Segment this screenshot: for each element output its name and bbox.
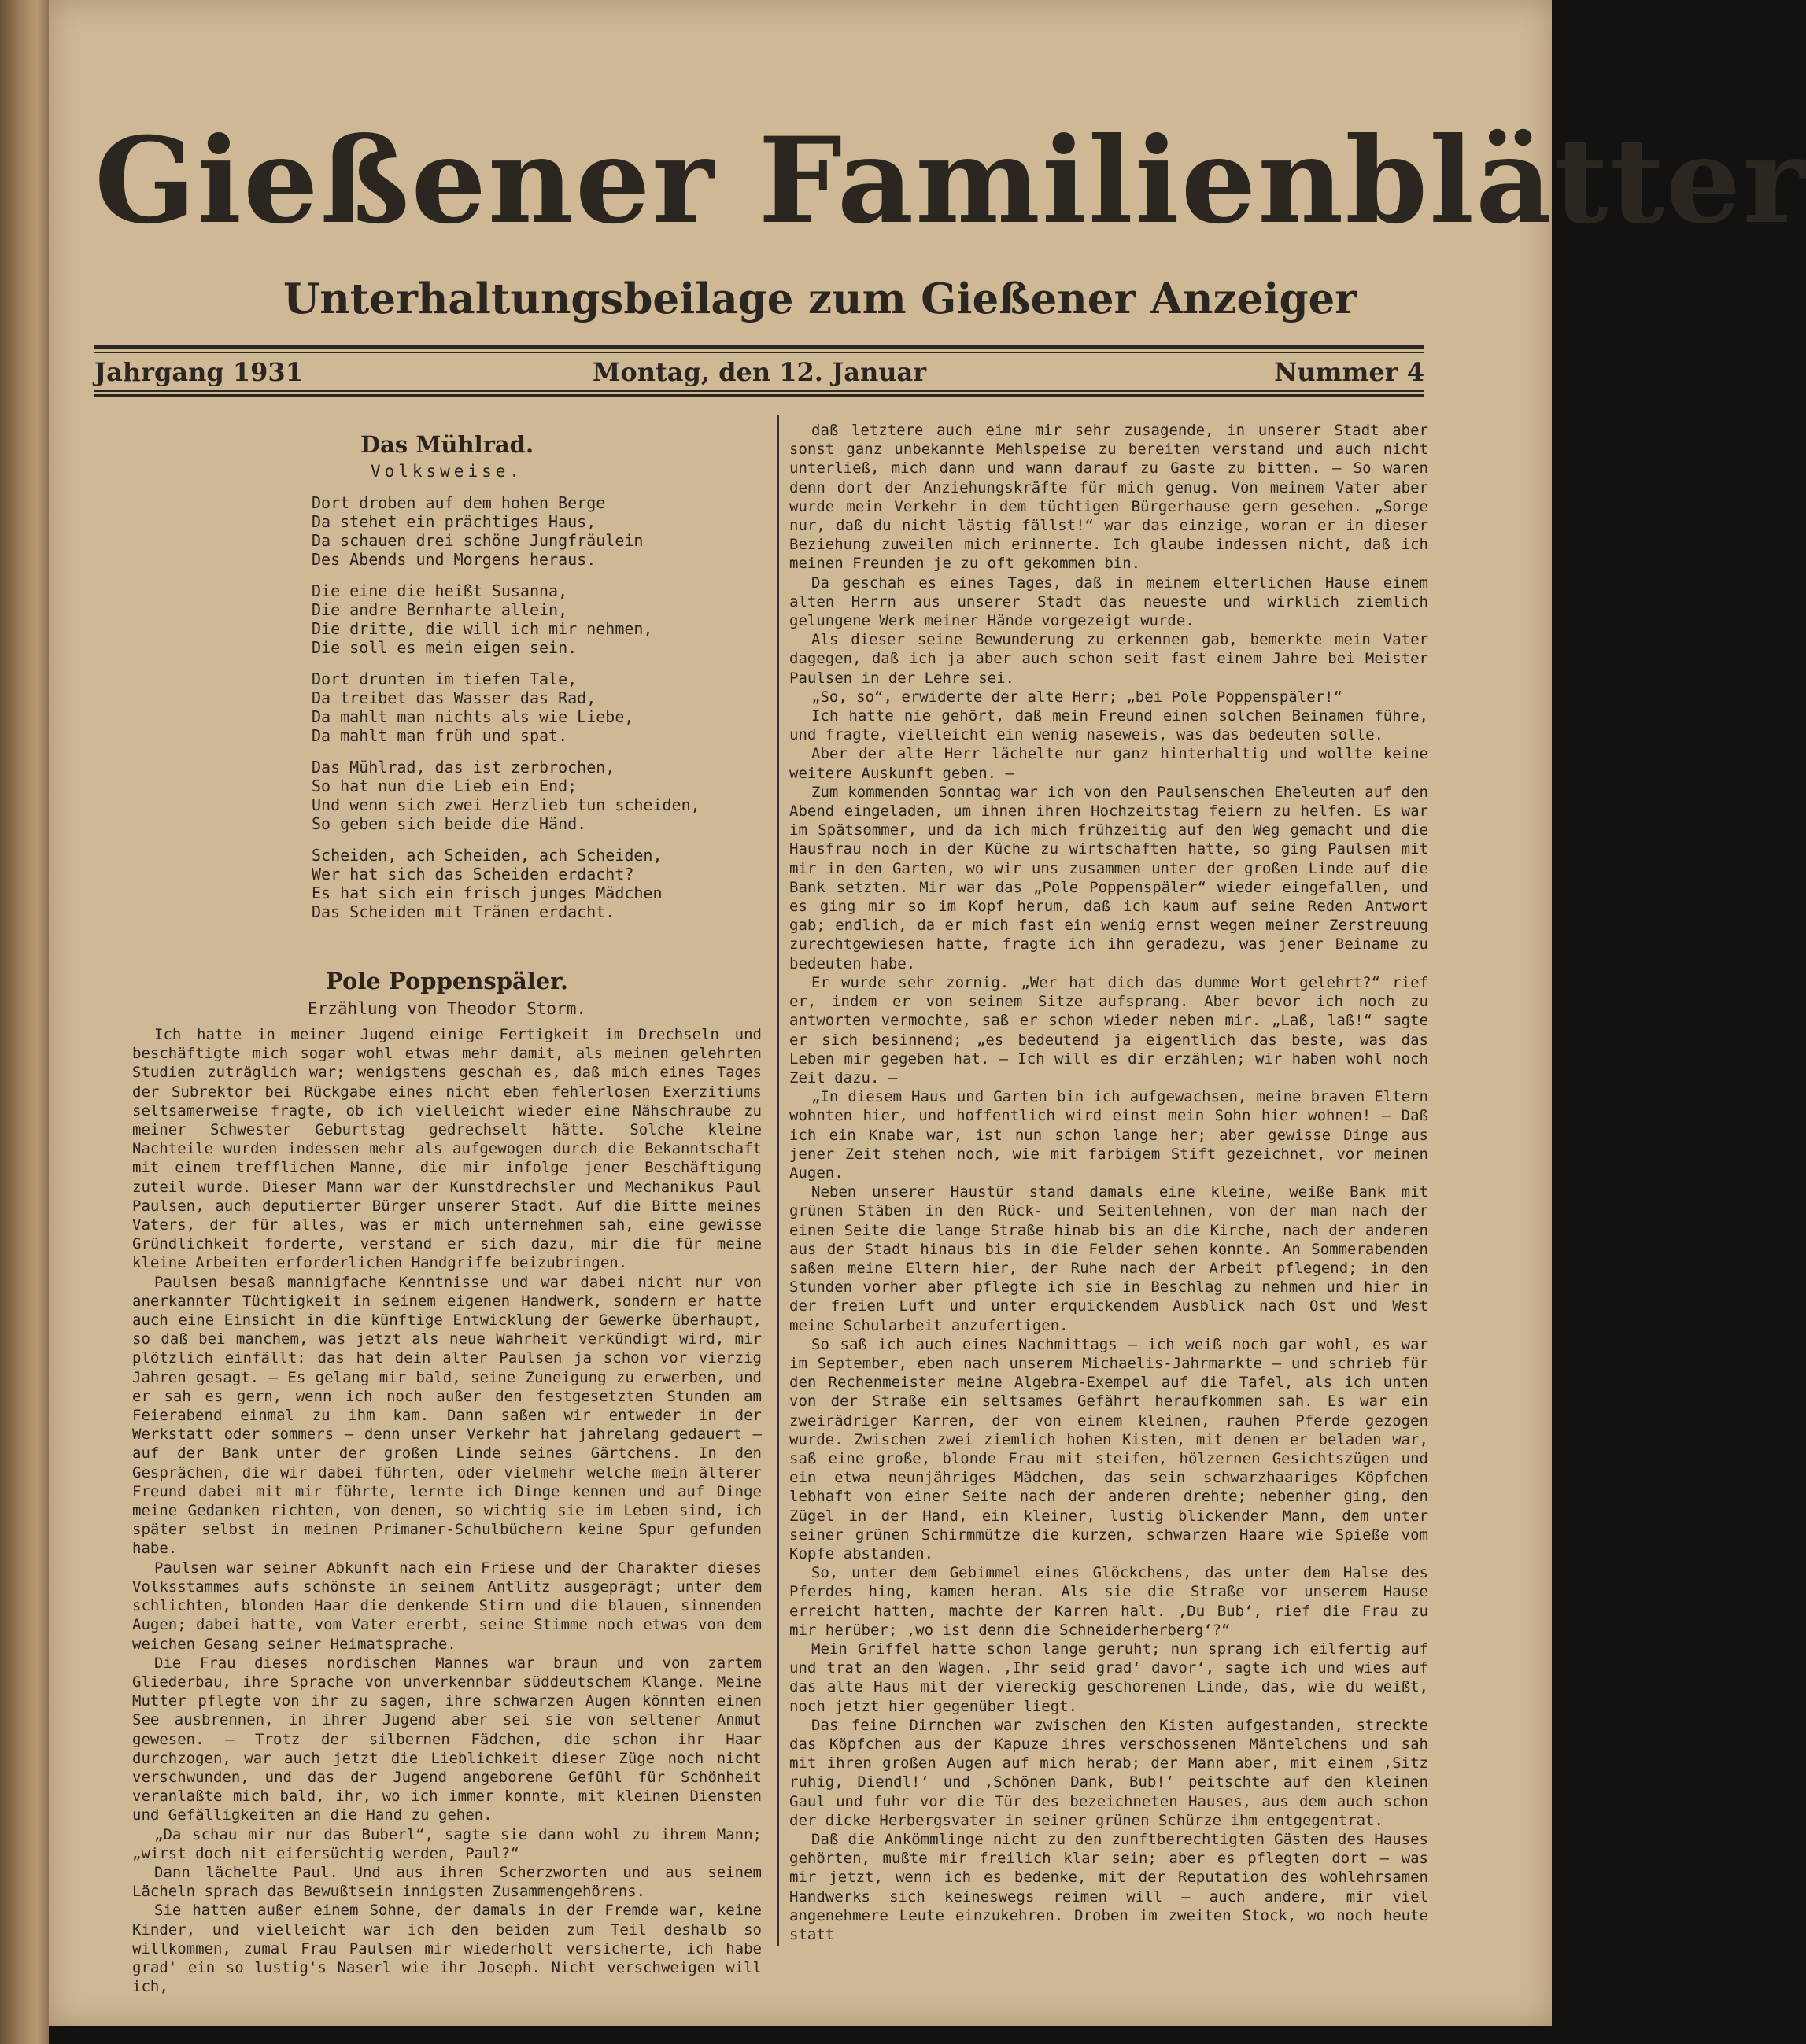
story-paragraph: Er wurde sehr zornig. „Wer hat dich das dumme Wort gelehrt?“ rief er, indem er von seinem Sitze aufsprang. Aber bevor ich noch zu antworten vermochte, saß er schon wieder neben mir. „Laß, laß!“ sagte er sich besinnend; „es bedeutend ja eigentlich das beste, was das Leben mir gegeben hat. — Ich will es dir erzählen; wir haben wohl noch Zeit dazu. — — [789, 973, 1428, 1087]
poem-stanza — [312, 846, 762, 921]
right-column — [789, 421, 1428, 1943]
poem-line: Die soll es mein eigen sein. — [312, 638, 578, 657]
volume-year: Jahrgang 1931 — [94, 357, 303, 387]
story-paragraph: daß letztere auch eine mir sehr zusagende, in unserer Stadt aber sonst ganz unbekannte Mehlspeise zu bereiten verstand und auch nicht unterließ, mich dann und wann darauf zu Gaste zu bitten. — So waren denn dort der Anziehungskräfte für mich genug. Von meinem Vater aber wurde mein Verkehr in dem tüchtigen Bürgerhause gern gesehen. „Sorge nur, daß du nicht lästig fällst!“ war das einzige, woran er in dieser Beziehung zuweilen mich erinnerte. Ich glaube indessen nicht, daß ich meinen Freunden je zu oft gekommen bin. — [789, 422, 1428, 573]
story-paragraph: Paulsen war seiner Abkunft nach ein Friese und der Charakter dieses Volksstammes aufs schönste in seinem Antlitz ausgeprägt; unter dem schlichten, blonden Haar die denkende Stirn und die blauen, sinnenden Augen; dabei hatte, vom Vater ererbt, seine Stimme noch etwas von dem weichen Gesang seiner Heimatsprache. — [132, 1559, 762, 1653]
poem-line: So hat nun die Lieb ein End; — [312, 777, 578, 795]
header-rule — [94, 394, 1424, 397]
story-paragraph: Dann lächelte Paul. Und aus ihren Scherzworten und aus seinem Lächeln sprach das Bewußtsein innigsten Zusammengehörens. — [132, 1863, 762, 1901]
story-paragraph: „In diesem Haus und Garten bin ich aufgewachsen, meine braven Eltern wohnten hier, und hoffentlich wird einst mein Sohn hier wohnen! — Daß ich ein Knabe war, ist nun schon lange her; aber gewisse Dinge aus jener Zeit stehen noch, wie mit farbigem Stift gezeichnet, vor meinen Augen. — [789, 1088, 1428, 1182]
issue-number: Nummer 4 — [1274, 357, 1424, 387]
poem-subtitle: Volksweise. — [370, 462, 524, 481]
story-paragraph: Aber der alte Herr lächelte nur ganz hinterhaltig und wollte keine weitere Auskunft geben. — — [789, 745, 1428, 782]
header-rule — [94, 352, 1424, 353]
story-paragraph: „So, so“, erwiderte der alte Herr; „bei Pole Poppenspäler!“ — [811, 688, 1342, 706]
poem-body — [312, 493, 762, 921]
poem-title: Das Mühlrad. — [360, 431, 534, 458]
poem-line: Dort droben auf dem hohen Berge — [312, 493, 606, 512]
story-title: Pole Poppenspäler. — [326, 968, 568, 994]
header-rule — [94, 345, 1424, 349]
story-paragraph: So, unter dem Gebimmel eines Glöckchens, das unter dem Halse des Pferdes hing, kamen heran. Als sie die Straße vor unserem Hause erreicht hatten, machte der Karren halt. ‚Du Bub‘, rief die Frau zu mir herüber; ‚wo ist denn die Schneiderherberg‘?“ — [789, 1564, 1428, 1639]
poem-stanza — [312, 581, 762, 657]
column-divider — [777, 415, 779, 1946]
poem-line: Das Scheiden mit Tränen erdacht. — [312, 902, 615, 921]
poem-line: Das Mühlrad, das ist zerbrochen, — [312, 758, 615, 777]
story-paragraph: Neben unserer Haustür stand damals eine kleine, weiße Bank mit grünen Stäben in den Rück- und Seitenlehnen, von der man nach der einen Seite die lange Straße hinab bis an die Kirche, nach der anderen aus der Stadt hinaus bis in die Felder sehen konnte. An Sommerabenden saßen meine Eltern hier, der Ruhe nach der Arbeit pflegend; in den Stunden vorher aber pflegte ich sie in Beschlag zu nehmen und hier in der freien Luft und unter erquickendem Ausblick nach Ost und West meine Schularbeit anzufertigen. — [789, 1183, 1428, 1334]
poem-stanza — [312, 758, 762, 833]
poem-line: Die dritte, die will ich mir nehmen, — [312, 619, 653, 638]
left-column — [132, 421, 762, 1996]
masthead-subtitle: Unterhaltungsbeilage zum Gießener Anzeiger — [283, 275, 1357, 323]
story-paragraph: Daß die Ankömmlinge nicht zu den zunftberechtigten Gästen des Hauses gehörten, mußte mir freilich klar sein; aber es pflegten dort — was mir jetzt, wenn ich es bedenke, mit der Reputation des wohlehrsamen Handwerks sich keineswegs reimen will — auch andere, mir viel angenehmere Leute einzukehren. Droben im zweiten Stock, wo noch heute statt — [789, 1831, 1428, 1944]
story-paragraph: Sie hatten außer einem Sohne, der damals in der Fremde war, keine Kinder, und vielleicht war ich den beiden zum Teil deshalb so willkommen, zumal Frau Paulsen mir wiederholt versicherte, ich habe grad' ein so lustig's Naserl wie ihr Joseph. Nicht verschweigen will ich, — [132, 1902, 762, 1996]
poem-stanza — [312, 670, 762, 745]
story-paragraph: „Da schau mir nur das Buberl“, sagte sie dann wohl zu ihrem Mann; „wirst doch nit eifersüchtig werden, Paul?“ — [132, 1825, 762, 1862]
dateline — [94, 356, 1424, 389]
poem-line: Es hat sich ein frisch junges Mädchen — [312, 884, 663, 902]
poem-line: So geben sich beide die Händ. — [312, 814, 587, 833]
story-paragraph: Ich hatte in meiner Jugend einige Fertigkeit im Drechseln und beschäftigte mich sogar wohl etwas mehr damit, als meinen gelehrten Studien zuträglich war; wenigstens geschah es, daß mich eines Tages der Subrektor bei Rückgabe eines nicht eben fehlerlosen Exerzitiums seltsamerweise fragte, ob ich vielleicht wieder eine Nähschraube zu meiner Schwester Geburtstag gedrechselt hätte. Solche kleine Nachteile wurden indessen mehr als aufgewogen durch die Bekanntschaft mit einem trefflichen Manne, die mir infolge jener Beschäftigung zuteil wurde. Dieser Mann war der Kunstdrechsler und Mechanikus Paul Paulsen, auch deputierter Bürger unserer Stadt. Auf die Bitte meines Vaters, der für alles, was er mich unternehmen sah, eine gewisse Gründlichkeit forderte, verstand er sich dazu, mir die für meine kleine Arbeiten erforderlichen Handgriffe beizubringen. — [132, 1026, 762, 1272]
book-binding — [0, 0, 49, 2044]
poem-line: Da mahlt man früh und spat. — [312, 726, 568, 745]
story-paragraph: Die Frau dieses nordischen Mannes war braun und von zartem Gliederbau, ihre Sprache von unverkennbar süddeutschem Klange. Meine Mutter pflegte von ihr zu sagen, ihre schwarzen Augen könnten einen See ausbrennen, in ihrer Jugend aber sei sie von seltener Anmut gewesen. — Trotz der silbernen Fädchen, die schon ihr Haar durchzogen, war auch jetzt die Lieblichkeit dieser Züge noch nicht verschwunden, und das der Jugend angeborene Gefühl für Schönheit veranlaßte mich bald, ihr, wo ich immer konnte, mit kleinen Diensten und Gefälligkeiten an die Hand zu gehen. — [132, 1654, 762, 1824]
poem-line: Da schauen drei schöne Jungfräulein — [312, 531, 644, 550]
poem-line: Da mahlt man nichts als wie Liebe, — [312, 707, 634, 726]
poem-line: Wer hat sich das Scheiden erdacht? — [312, 865, 634, 884]
masthead-title: Gießener Familienblätter — [94, 112, 1806, 250]
poem-line: Des Abends und Morgens heraus. — [312, 550, 596, 569]
story-paragraph: Da geschah es eines Tages, daß in meinem elterlichen Hause einem alten Herrn aus unserer Stadt das neueste und wirklich ziemlich gelungene Werk meiner Hände vorgezeigt wurde. — [789, 574, 1428, 630]
story-author: Erzählung von Theodor Storm. — [307, 999, 586, 1018]
story-paragraph: Paulsen besaß mannigfache Kenntnisse und war dabei nicht nur von anerkannter Tüchtigkeit in seinem eigenen Handwerk, sondern er hatte auch eine Einsicht in die künftige Entwicklung der Gewerke überhaupt, so daß bei manchem, was jetzt als neue Wahrheit verkündigt wird, mir plötzlich einfällt: das hat dein alter Paulsen ja schon vor vierzig Jahren gesagt. — Es gelang mir bald, seine Zuneigung zu erwerben, und er sah es gern, wenn ich noch außer den festgesetzten Stunden am Feierabend einmal zu ihm kam. Dann saßen wir entweder in der Werkstatt oder sommers — denn unser Verkehr hat jahrelang gedauert — auf der Bank unter der großen Linde seines Gärtchens. In den Gesprächen, die wir dabei führten, oder vielmehr welche mein älterer Freund dabei mit mir führte, lernte ich Dinge kennen und auf Dinge meine Gedanken richten, von denen, so wichtig sie im Leben sind, ich später selbst in meinen Primaner-Schulbüchern keine Spur gefunden habe. — [132, 1273, 762, 1558]
poem-line: Da stehet ein prächtiges Haus, — [312, 512, 596, 531]
story-paragraph: Als dieser seine Bewunderung zu erkennen gab, bemerkte mein Vater dagegen, daß ich ja aber auch schon seit fast einem Jahre bei Meister Paulsen in der Lehre sei. — [789, 631, 1428, 687]
issue-date: Montag, den 12. Januar — [592, 357, 927, 387]
poem-line: Dort drunten im tiefen Tale, — [312, 670, 578, 688]
poem-line: Die eine die heißt Susanna, — [312, 581, 568, 600]
poem-line: Die andre Bernharte allein, — [312, 600, 568, 619]
story-paragraph: Zum kommenden Sonntag war ich von den Paulsenschen Eheleuten auf den Abend eingeladen, um ihnen ihren Hochzeitstag feiern zu helfen. Es war im Spätsommer, und da ich mich frühzeitig auf den Weg gemacht und die Hausfrau noch in der Küche zu wirtschaften hatte, so ging Paulsen mit mir in den Garten, wo wir uns zusammen unter der großen Linde auf die Bank setzten. Mir war das „Pole Poppenspäler“ wieder eingefallen, und es ging mir so im Kopf herum, daß ich kaum auf seine Reden Antwort gab; endlich, da er mich fast ein wenig ernst wegen meiner Zerstreuung zurechtgewiesen hatte, fragte ich ihn geradezu, was jener Beiname zu bedeuten habe. — [789, 783, 1428, 972]
poem-line: Und wenn sich zwei Herzlieb tun scheiden, — [312, 795, 700, 814]
story-paragraph: So saß ich auch eines Nachmittags — ich weiß noch gar wohl, es war im September, eben nach unserem Michaelis-Jahrmarkte — und schrieb für den Rechenmeister meine Algebra-Exempel auf die Tafel, als ich unten von der Straße ein seltsames Gefährt heraufkommen sah. Es war ein zweirädriger Karren, der von einem kleinen, rauhen Pferde gezogen wurde. Zwischen zwei ziemlich hohen Kisten, mit denen er beladen war, saß eine große, blonde Frau mit steifen, hölzernen Gesichtszügen und ein etwa neunjähriges Mädchen, das sein schwarzhaariges Köpfchen lebhaft von einer Seite nach der anderen drehte; nebenher ging, den Zügel in der Hand, ein kleiner, lustig blickender Mann, dem unter seiner grünen Schirmmütze die kurzen, schwarzen Haare wie Spieße vom Kopfe abstanden. — [789, 1335, 1428, 1563]
story-paragraph: Ich hatte nie gehört, daß mein Freund einen solchen Beinamen führe, und fragte, vielleicht ein wenig naseweis, was das bedeuten solle. — [789, 707, 1428, 744]
story-text-right — [789, 421, 1428, 1944]
story-paragraph: Das feine Dirnchen war zwischen den Kisten aufgestanden, streckte das Köpfchen aus der Kapuze ihres verschossenen Mäntelchens und sah mit ihren großen Augen auf mich herab; der Mann aber, mit einem ‚Sitz ruhig, Diendl!‘ und ‚Schönen Dank, Bub!‘ peitschte auf den kleinen Gaul und fuhr vor die Tür des bezeichneten Hauses, aus dem auch schon der dicke Herbergsvater in seiner grünen Schürze ihm entgegentrat. — [789, 1716, 1428, 1829]
poem-line: Da treibet das Wasser das Rad, — [312, 688, 596, 707]
header-rule — [94, 390, 1424, 392]
story-paragraph: Mein Griffel hatte schon lange geruht; nun sprang ich eilfertig auf und trat an den Wagen. ‚Ihr seid grad‘ davor‘, sagte ich und wies auf das alte Haus mit der viereckig geschorenen Linde, das, wie du weißt, noch jetzt hier gegenüber liegt. — [789, 1640, 1428, 1715]
poem-stanza — [312, 493, 762, 569]
poem-line: Scheiden, ach Scheiden, ach Scheiden, — [312, 846, 663, 865]
story-text-left — [132, 1025, 762, 1996]
